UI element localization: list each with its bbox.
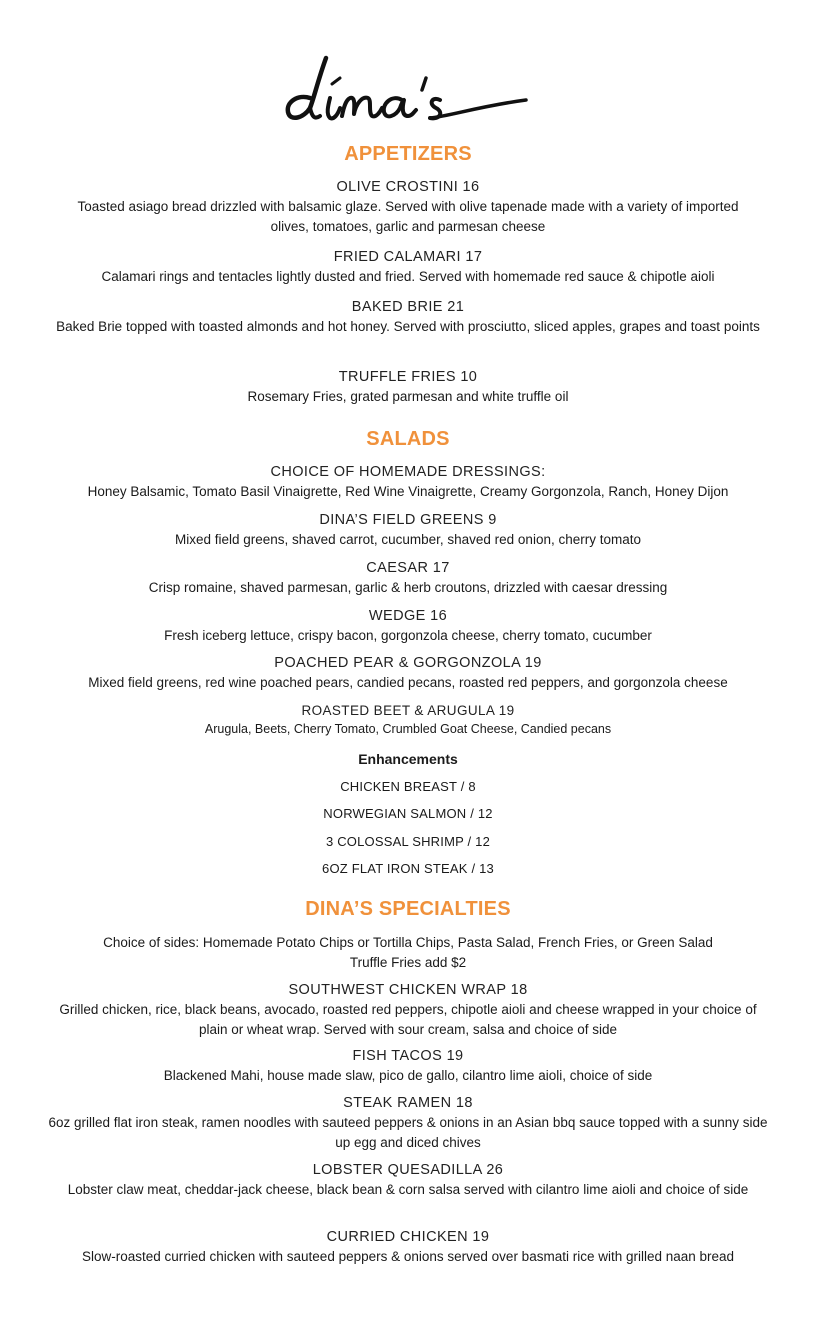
item-description: Slow-roasted curried chicken with sauteed peppers & onions served over basmati rice with grilled naan bread xyxy=(81,1249,735,1264)
dressings-block xyxy=(40,463,776,502)
item-description: Mixed field greens, red wine poached pears, candied pecans, roasted red peppers, and gorgonzola cheese xyxy=(88,675,728,690)
item-name: CAESAR 17 xyxy=(366,560,450,576)
salads-heading: SALADS xyxy=(366,428,450,450)
item-name: OLIVE CROSTINI 16 xyxy=(336,179,480,195)
enhancements-heading: Enhancements xyxy=(358,751,458,767)
menu-item-steak-ramen xyxy=(40,1094,776,1153)
item-description: 6oz grilled flat iron steak, ramen noodles with sauteed peppers & onions in an Asian bbq sauce topped with a sunny side up egg and diced chives xyxy=(48,1115,768,1150)
item-name: LOBSTER QUESADILLA 26 xyxy=(312,1162,504,1178)
menu-item-wedge xyxy=(40,607,776,646)
item-description: Grilled chicken, rice, black beans, avocado, roasted red peppers, chipotle aioli and cheese wrapped in your choice of plain or wheat wrap. Served with sour cream, salsa and choice of side xyxy=(59,1002,757,1037)
menu-item-curried-chicken xyxy=(20,1228,796,1267)
item-name: ROASTED BEET & ARUGULA 19 xyxy=(301,703,515,718)
menu-item-southwest-wrap xyxy=(40,981,776,1040)
item-description: Calamari rings and tentacles lightly dusted and fried. Served with homemade red sauce & chipotle aioli xyxy=(101,269,715,284)
item-name: FRIED CALAMARI 17 xyxy=(333,249,483,265)
item-description: Toasted asiago bread drizzled with balsamic glaze. Served with olive tapenade made with a variety of imported olives, tomatoes, garlic and parmesan cheese xyxy=(77,199,739,234)
item-description: Rosemary Fries, grated parmesan and white truffle oil xyxy=(247,389,569,404)
item-description: Blackened Mahi, house made slaw, pico de gallo, cilantro lime aioli, choice of side xyxy=(163,1068,653,1083)
item-description: Baked Brie topped with toasted almonds and hot honey. Served with prosciutto, sliced apples, grapes and toast points xyxy=(56,319,760,334)
sides-note xyxy=(40,933,776,973)
menu-item-olive-crostini xyxy=(40,178,776,237)
item-name: TRUFFLE FRIES 10 xyxy=(338,369,478,385)
item-name: CURRIED CHICKEN 19 xyxy=(326,1229,490,1245)
item-description: Lobster claw meat, cheddar-jack cheese, black bean & corn salsa served with cilantro lime aioli and choice of side xyxy=(67,1182,749,1197)
item-name: FISH TACOS 19 xyxy=(352,1048,464,1064)
restaurant-logo xyxy=(280,50,536,130)
enhancement-item: NORWEGIAN SALMON / 12 xyxy=(323,806,493,821)
menu-item-caesar xyxy=(40,559,776,598)
item-name: STEAK RAMEN 18 xyxy=(343,1095,473,1111)
menu-item-field-greens xyxy=(40,511,776,550)
menu-item-roasted-beet xyxy=(40,701,776,738)
dressings-list: Honey Balsamic, Tomato Basil Vinaigrette, Red Wine Vinaigrette, Creamy Gorgonzola, Ranch, Honey Dijon xyxy=(87,484,729,499)
menu-item-poached-pear xyxy=(40,654,776,693)
logo-script-icon xyxy=(280,50,536,130)
sides-note-line: Choice of sides: Homemade Potato Chips or Tortilla Chips, Pasta Salad, French Fries, or Green Salad xyxy=(103,935,713,950)
sides-extra-line: Truffle Fries add $2 xyxy=(349,955,467,970)
item-description: Fresh iceberg lettuce, crispy bacon, gorgonzola cheese, cherry tomato, cucumber xyxy=(164,628,652,643)
item-name: DINA’S FIELD GREENS 9 xyxy=(319,512,497,528)
menu-item-truffle-fries xyxy=(40,368,776,407)
item-description: Crisp romaine, shaved parmesan, garlic & herb croutons, drizzled with caesar dressing xyxy=(148,580,668,595)
enhancement-item: 6OZ FLAT IRON STEAK / 13 xyxy=(322,861,494,876)
menu-item-fish-tacos xyxy=(40,1047,776,1086)
item-name: SOUTHWEST CHICKEN WRAP 18 xyxy=(288,982,528,998)
item-description: Mixed field greens, shaved carrot, cucumber, shaved red onion, cherry tomato xyxy=(175,532,641,547)
appetizers-heading: APPETIZERS xyxy=(344,143,472,165)
item-name: POACHED PEAR & GORGONZOLA 19 xyxy=(274,655,542,671)
menu-item-lobster-quesadilla xyxy=(40,1161,776,1200)
menu-item-fried-calamari xyxy=(40,248,776,287)
enhancement-item: 3 COLOSSAL SHRIMP / 12 xyxy=(325,834,491,849)
dressings-heading: CHOICE OF HOMEMADE DRESSINGS: xyxy=(270,464,546,480)
enhancement-item: CHICKEN BREAST / 8 xyxy=(340,779,476,794)
item-description: Arugula, Beets, Cherry Tomato, Crumbled Goat Cheese, Candied pecans xyxy=(204,722,612,736)
item-name: BAKED BRIE 21 xyxy=(351,299,465,315)
item-name: WEDGE 16 xyxy=(368,608,448,624)
specialties-heading: DINA’S SPECIALTIES xyxy=(305,898,511,920)
menu-item-baked-brie xyxy=(40,298,776,337)
